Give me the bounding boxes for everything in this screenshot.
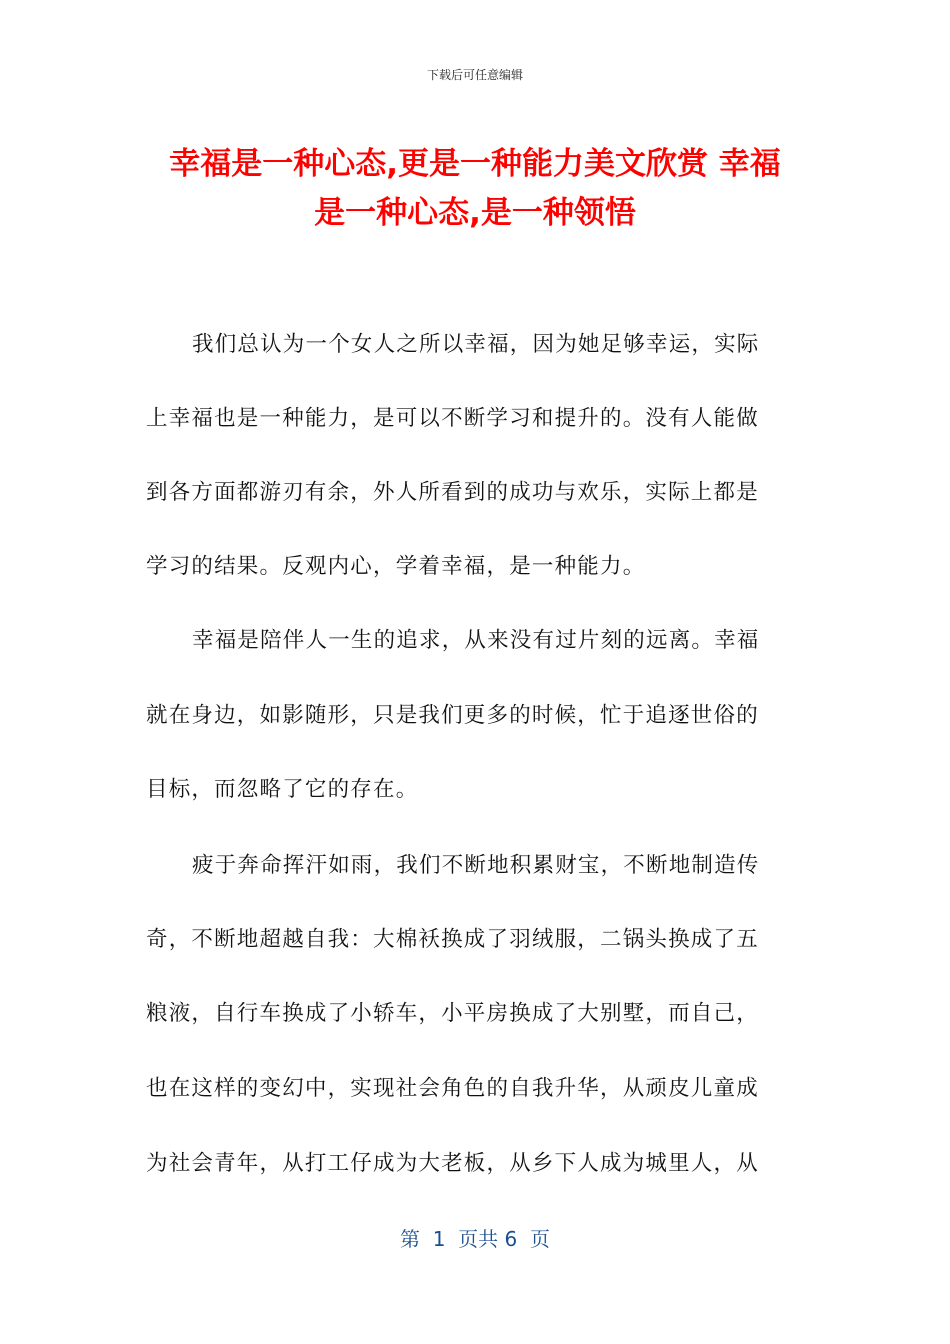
paragraph-line: 幸福是陪伴人一生的追求，从来没有过片刻的远离。幸福 xyxy=(192,628,760,653)
document-title xyxy=(140,140,810,238)
paragraph-line: 学习的结果。反观内心，学着幸福，是一种能力。 xyxy=(146,554,646,579)
paragraph-line: 我们总认为一个女人之所以幸福，因为她足够幸运，实际 xyxy=(192,332,760,357)
paragraph-line: 粮液，自行车换成了小轿车，小平房换成了大别墅，而自己， xyxy=(146,1001,759,1026)
paragraph-line: 到各方面都游刃有余，外人所看到的成功与欢乐，实际上都是 xyxy=(146,480,759,505)
paragraph-line: 目标，而忽略了它的存在。 xyxy=(146,777,419,802)
paragraph-line: 为社会青年，从打工仔成为大老板，从乡下人成为城里人，从 xyxy=(146,1151,759,1176)
paragraph-line: 奇，不断地超越自我：大棉袄换成了羽绒服，二锅头换成了五 xyxy=(146,927,759,952)
paragraph-line: 也在这样的变幻中，实现社会角色的自我升华，从顽皮儿童成 xyxy=(146,1076,759,1101)
title-line-1: 幸福是一种心态,更是一种能力美文欣赏 幸福 xyxy=(169,146,781,182)
paragraph-line: 就在身边，如影随形，只是我们更多的时候，忙于追逐世俗的 xyxy=(146,703,759,728)
title-line-2: 是一种心态,是一种领悟 xyxy=(314,195,636,231)
page-number-footer: 第 1 页共 6 页 xyxy=(400,1227,550,1251)
paragraph-line: 疲于奔命挥汗如雨，我们不断地积累财宝，不断地制造传 xyxy=(192,853,760,878)
paragraph-line: 上幸福也是一种能力，是可以不断学习和提升的。没有人能做 xyxy=(146,406,759,431)
header-note: 下载后可任意编辑 xyxy=(426,68,523,82)
